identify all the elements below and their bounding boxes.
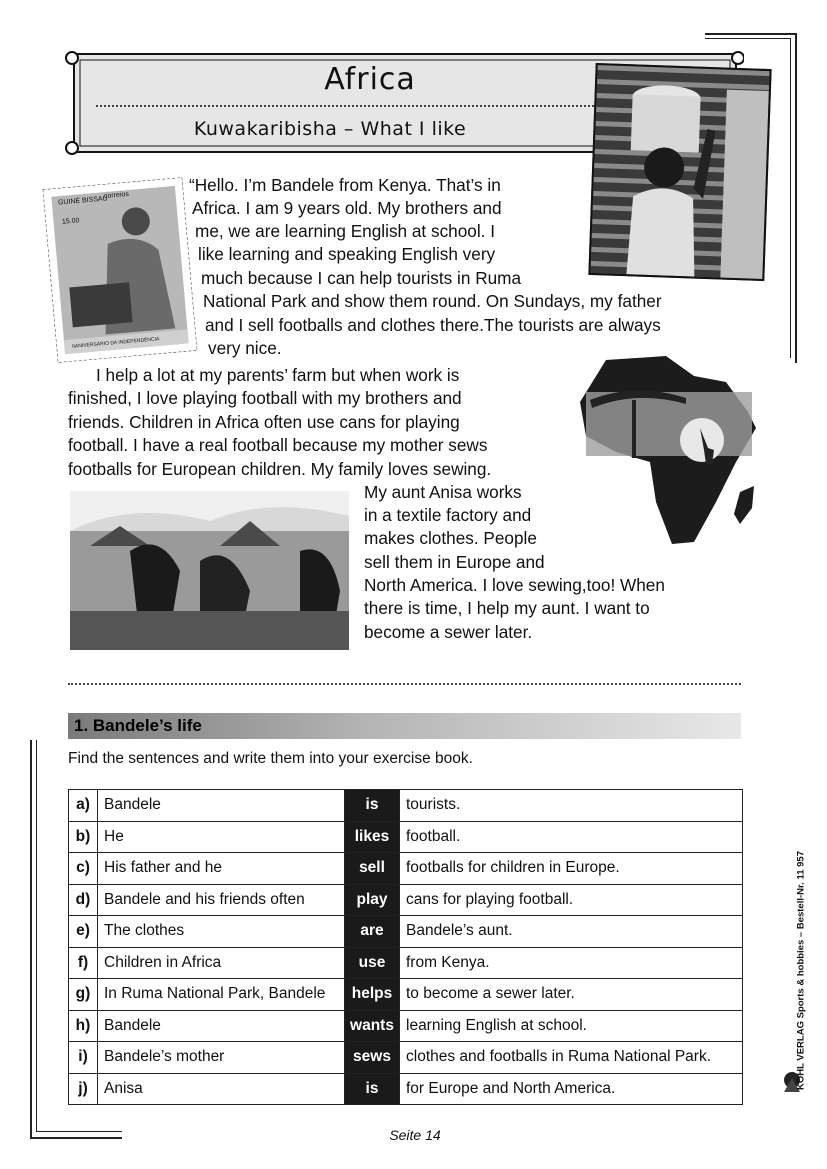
story-line: friends. Children in Africa often use cans for playing — [68, 412, 460, 432]
title-divider — [96, 105, 606, 107]
row-object: learning English at school. — [400, 1010, 743, 1042]
table-row — [69, 1073, 743, 1105]
stamp-caption: IIANIVERSÁRIO DA INDEPENDÊNCIA — [71, 336, 160, 350]
row-subject: In Ruma National Park, Bandele — [98, 979, 345, 1011]
table-row — [69, 1042, 743, 1074]
row-verb: is — [345, 1073, 400, 1105]
story-line: me, we are learning English at school. I — [195, 221, 495, 241]
story-line: footballs for European children. My family loves sewing. — [68, 459, 492, 479]
page-frame-bottom-inner — [36, 1131, 122, 1132]
row-verb: likes — [345, 821, 400, 853]
story-line: makes clothes. People — [364, 528, 537, 548]
story-line: there is time, I help my aunt. I want to — [364, 598, 650, 618]
row-subject: Bandele — [98, 790, 345, 822]
row-object: from Kenya. — [400, 947, 743, 979]
africa-map-silhouette — [576, 352, 762, 548]
row-subject: He — [98, 821, 345, 853]
row-subject: Bandele’s mother — [98, 1042, 345, 1074]
row-letter: h) — [69, 1010, 98, 1042]
story-line: like learning and speaking English very — [198, 244, 496, 264]
row-letter: c) — [69, 853, 98, 885]
page-frame-bottom — [30, 1137, 122, 1139]
row-subject: The clothes — [98, 916, 345, 948]
row-subject: Bandele — [98, 1010, 345, 1042]
row-letter: d) — [69, 884, 98, 916]
textile-art-image — [70, 491, 349, 650]
boy-carrying-bucket-photo — [588, 63, 771, 281]
page-frame-top-inner — [705, 38, 791, 39]
story-line: “Hello. I’m Bandele from Kenya. That’s in — [189, 175, 501, 195]
row-verb: helps — [345, 979, 400, 1011]
story-line: finished, I love playing football with my brothers and — [68, 388, 462, 408]
row-subject: Anisa — [98, 1073, 345, 1105]
stamp-post: correios — [103, 190, 130, 201]
story-line: My aunt Anisa works — [364, 482, 522, 502]
row-letter: j) — [69, 1073, 98, 1105]
publisher-side-text: KOHL VERLAG Sports & hobbies – Bestell-Nr. 11 957 — [795, 851, 807, 1090]
row-object: footballs for children in Europe. — [400, 853, 743, 885]
row-subject: His father and he — [98, 853, 345, 885]
table-row — [69, 821, 743, 853]
stamp-value: 15.00 — [61, 217, 80, 226]
page-frame-right-inner — [790, 38, 791, 358]
page-frame-top — [705, 33, 797, 35]
table-row — [69, 979, 743, 1011]
row-object: clothes and footballs in Ruma National Park. — [400, 1042, 743, 1074]
page-frame-left — [30, 740, 32, 1138]
row-verb: is — [345, 790, 400, 822]
sentence-table — [68, 789, 743, 1105]
story-line: football. I have a real football because my mother sews — [68, 435, 488, 455]
table-row — [69, 947, 743, 979]
row-letter: g) — [69, 979, 98, 1011]
row-object: cans for playing football. — [400, 884, 743, 916]
table-row — [69, 916, 743, 948]
row-object: football. — [400, 821, 743, 853]
row-verb: are — [345, 916, 400, 948]
story-line: sell them in Europe and — [364, 552, 545, 572]
stamp-country: GUINÉ BISSAU — [57, 195, 109, 207]
story-line: I help a lot at my parents’ farm but when work is — [96, 365, 460, 385]
exercise-title: 1. Bandele’s life — [74, 716, 202, 735]
page-title: Africa — [324, 62, 416, 97]
row-subject: Bandele and his friends often — [98, 884, 345, 916]
row-letter: i) — [69, 1042, 98, 1074]
table-row — [69, 1010, 743, 1042]
row-verb: use — [345, 947, 400, 979]
row-letter: f) — [69, 947, 98, 979]
exercise-instruction: Find the sentences and write them into your exercise book. — [68, 750, 473, 767]
row-object: tourists. — [400, 790, 743, 822]
row-letter: a) — [69, 790, 98, 822]
row-verb: sell — [345, 853, 400, 885]
row-letter: b) — [69, 821, 98, 853]
page-number: Seite 14 — [389, 1127, 441, 1143]
table-row — [69, 853, 743, 885]
story-line: become a sewer later. — [364, 622, 533, 642]
row-subject: Children in Africa — [98, 947, 345, 979]
story-line: National Park and show them round. On Sundays, my father — [203, 291, 662, 311]
table-row — [69, 884, 743, 916]
row-verb: wants — [345, 1010, 400, 1042]
story-line: in a textile factory and — [364, 505, 532, 525]
story-line: much because I can help tourists in Ruma — [201, 268, 522, 288]
row-verb: play — [345, 884, 400, 916]
table-row — [69, 790, 743, 822]
row-verb: sews — [345, 1042, 400, 1074]
story-line: Africa. I am 9 years old. My brothers and — [192, 198, 502, 218]
row-object: to become a sewer later. — [400, 979, 743, 1011]
page-subtitle: Kuwakaribisha – What I like — [193, 118, 467, 140]
page-frame-left-inner — [36, 740, 37, 1132]
story-line: very nice. — [208, 338, 282, 358]
section-divider — [68, 683, 741, 685]
story-line: and I sell footballs and clothes there.The tourists are always — [205, 315, 661, 335]
row-object: Bandele’s aunt. — [400, 916, 743, 948]
row-letter: e) — [69, 916, 98, 948]
page-frame-right — [795, 33, 797, 363]
story-line: North America. I love sewing,too! When — [364, 575, 665, 595]
row-object: for Europe and North America. — [400, 1073, 743, 1105]
